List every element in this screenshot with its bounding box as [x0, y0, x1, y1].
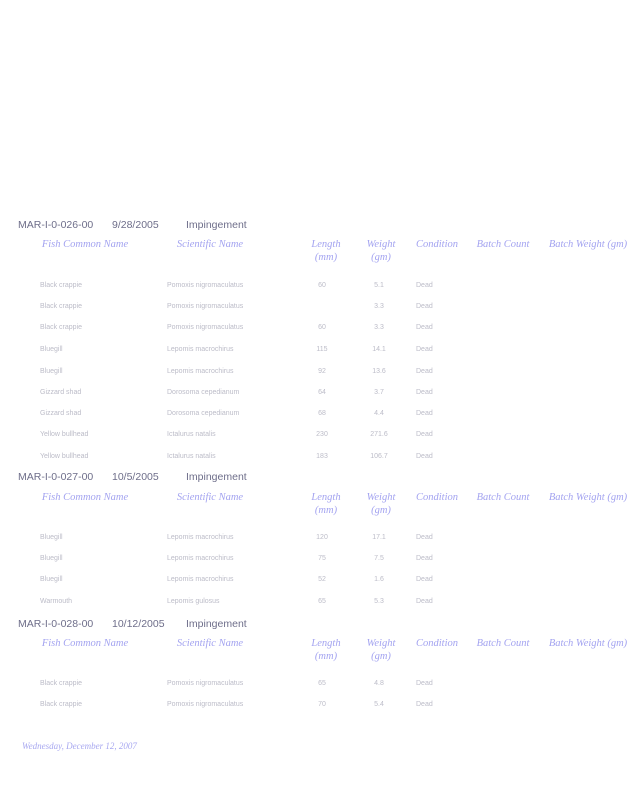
weight-cell: 14.1 — [372, 346, 386, 353]
column-headers — [0, 238, 628, 268]
common-name-cell: Gizzard shad — [40, 410, 82, 417]
column-scientific-name: Scientific Name — [176, 492, 244, 503]
weight-cell: 3.3 — [374, 324, 384, 331]
column-batch-weight: Batch Weight (gm) — [548, 239, 628, 250]
length-cell: 65 — [318, 598, 326, 605]
length-cell: 120 — [316, 534, 328, 541]
table-row — [0, 303, 618, 317]
column-condition: Condition — [415, 638, 458, 649]
table-row — [0, 410, 618, 424]
table-row — [0, 324, 618, 338]
weight-cell: 17.1 — [372, 534, 386, 541]
length-cell: 115 — [316, 346, 328, 353]
table-row — [0, 389, 618, 403]
condition-cell: Dead — [416, 534, 433, 541]
column-condition: Condition — [415, 239, 458, 250]
weight-cell: 4.4 — [374, 410, 384, 417]
weight-cell: 5.3 — [374, 598, 384, 605]
scientific-name-cell: Pomoxis nigromaculatus — [167, 680, 244, 687]
condition-cell: Dead — [416, 303, 433, 310]
condition-cell: Dead — [416, 389, 433, 396]
common-name-cell: Black crappie — [40, 324, 83, 331]
condition-cell: Dead — [416, 431, 433, 438]
column-common-name: Fish Common Name — [41, 492, 129, 503]
column-scientific-name: Scientific Name — [176, 239, 244, 250]
table-row — [0, 598, 618, 612]
column-condition: Condition — [415, 492, 458, 503]
column-headers — [0, 637, 628, 667]
scientific-name-cell: Pomoxis nigromaculatus — [167, 303, 244, 310]
column-scientific-name: Scientific Name — [176, 638, 244, 649]
sample-type: Impingement — [186, 618, 247, 630]
table-row — [0, 282, 618, 296]
table-row — [0, 346, 618, 360]
column-batch-weight: Batch Weight (gm) — [548, 492, 628, 503]
sample-id: MAR-I-0-026-00 — [18, 219, 94, 231]
scientific-name-cell: Lepomis macrochirus — [167, 576, 234, 583]
condition-cell: Dead — [416, 555, 433, 562]
scientific-name-cell: Lepomis macrochirus — [167, 368, 234, 375]
weight-cell: 3.7 — [374, 389, 384, 396]
length-cell: 64 — [318, 389, 326, 396]
column-batch-weight: Batch Weight (gm) — [548, 638, 628, 649]
table-row — [0, 431, 618, 445]
column-weight: Weight (gm) — [366, 492, 396, 516]
common-name-cell: Bluegill — [40, 346, 63, 353]
common-name-cell: Gizzard shad — [40, 389, 82, 396]
length-cell: 68 — [318, 410, 326, 417]
table-row — [0, 576, 618, 590]
scientific-name-cell: Lepomis macrochirus — [167, 534, 234, 541]
column-headers — [0, 491, 628, 521]
common-name-cell: Warmouth — [40, 598, 73, 605]
sample-type: Impingement — [186, 219, 247, 231]
condition-cell: Dead — [416, 346, 433, 353]
scientific-name-cell: Pomoxis nigromaculatus — [167, 701, 244, 708]
weight-cell: 4.8 — [374, 680, 384, 687]
column-batch-count: Batch Count — [476, 239, 530, 250]
sample-type: Impingement — [186, 471, 247, 483]
column-batch-count: Batch Count — [476, 638, 530, 649]
scientific-name-cell: Ictalurus natalis — [167, 431, 216, 438]
weight-cell: 13.6 — [372, 368, 386, 375]
length-cell: 92 — [318, 368, 326, 375]
condition-cell: Dead — [416, 576, 433, 583]
length-cell: 183 — [316, 453, 328, 460]
sample-id: MAR-I-0-027-00 — [18, 471, 94, 483]
length-cell: 75 — [318, 555, 326, 562]
scientific-name-cell: Dorosoma cepedianum — [167, 389, 240, 396]
column-length: Length (mm) — [311, 638, 341, 662]
common-name-cell: Bluegill — [40, 576, 63, 583]
common-name-cell: Black crappie — [40, 303, 83, 310]
condition-cell: Dead — [416, 701, 433, 708]
length-cell: 60 — [318, 282, 326, 289]
scientific-name-cell: Dorosoma cepedianum — [167, 410, 240, 417]
condition-cell: Dead — [416, 368, 433, 375]
length-cell: 65 — [318, 680, 326, 687]
table-row — [0, 680, 618, 694]
common-name-cell: Black crappie — [40, 680, 83, 687]
scientific-name-cell: Lepomis macrochirus — [167, 555, 234, 562]
column-length: Length (mm) — [311, 492, 341, 516]
common-name-cell: Bluegill — [40, 555, 63, 562]
weight-cell: 5.1 — [374, 282, 384, 289]
table-row — [0, 555, 618, 569]
report-date-footer: Wednesday, December 12, 2007 — [22, 741, 137, 751]
common-name-cell: Yellow bullhead — [40, 431, 89, 438]
length-cell: 70 — [318, 701, 326, 708]
condition-cell: Dead — [416, 410, 433, 417]
scientific-name-cell: Pomoxis nigromaculatus — [167, 282, 244, 289]
common-name-cell: Bluegill — [40, 368, 63, 375]
common-name-cell: Black crappie — [40, 282, 83, 289]
table-row — [0, 534, 618, 548]
weight-cell: 7.5 — [374, 555, 384, 562]
weight-cell: 106.7 — [370, 453, 388, 460]
column-weight: Weight (gm) — [366, 638, 396, 662]
length-cell: 52 — [318, 576, 326, 583]
table-row — [0, 368, 618, 382]
scientific-name-cell: Lepomis macrochirus — [167, 346, 234, 353]
length-cell: 60 — [318, 324, 326, 331]
scientific-name-cell: Ictalurus natalis — [167, 453, 216, 460]
weight-cell: 3.3 — [374, 303, 384, 310]
sample-id: MAR-I-0-028-00 — [18, 618, 94, 630]
column-weight: Weight (gm) — [366, 239, 396, 263]
table-row — [0, 701, 618, 715]
scientific-name-cell: Lepomis gulosus — [167, 598, 220, 605]
column-common-name: Fish Common Name — [41, 638, 129, 649]
common-name-cell: Black crappie — [40, 701, 83, 708]
sample-date: 9/28/2005 — [112, 219, 159, 231]
sample-date: 10/5/2005 — [112, 471, 159, 483]
scientific-name-cell: Pomoxis nigromaculatus — [167, 324, 244, 331]
condition-cell: Dead — [416, 324, 433, 331]
column-common-name: Fish Common Name — [41, 239, 129, 250]
condition-cell: Dead — [416, 680, 433, 687]
condition-cell: Dead — [416, 282, 433, 289]
table-row — [0, 453, 618, 467]
sample-date: 10/12/2005 — [112, 618, 165, 630]
column-batch-count: Batch Count — [476, 492, 530, 503]
common-name-cell: Bluegill — [40, 534, 63, 541]
length-cell: 230 — [316, 431, 328, 438]
weight-cell: 1.6 — [374, 576, 384, 583]
column-length: Length (mm) — [311, 239, 341, 263]
condition-cell: Dead — [416, 453, 433, 460]
weight-cell: 5.4 — [374, 701, 384, 708]
common-name-cell: Yellow bullhead — [40, 453, 89, 460]
condition-cell: Dead — [416, 598, 433, 605]
weight-cell: 271.6 — [370, 431, 388, 438]
